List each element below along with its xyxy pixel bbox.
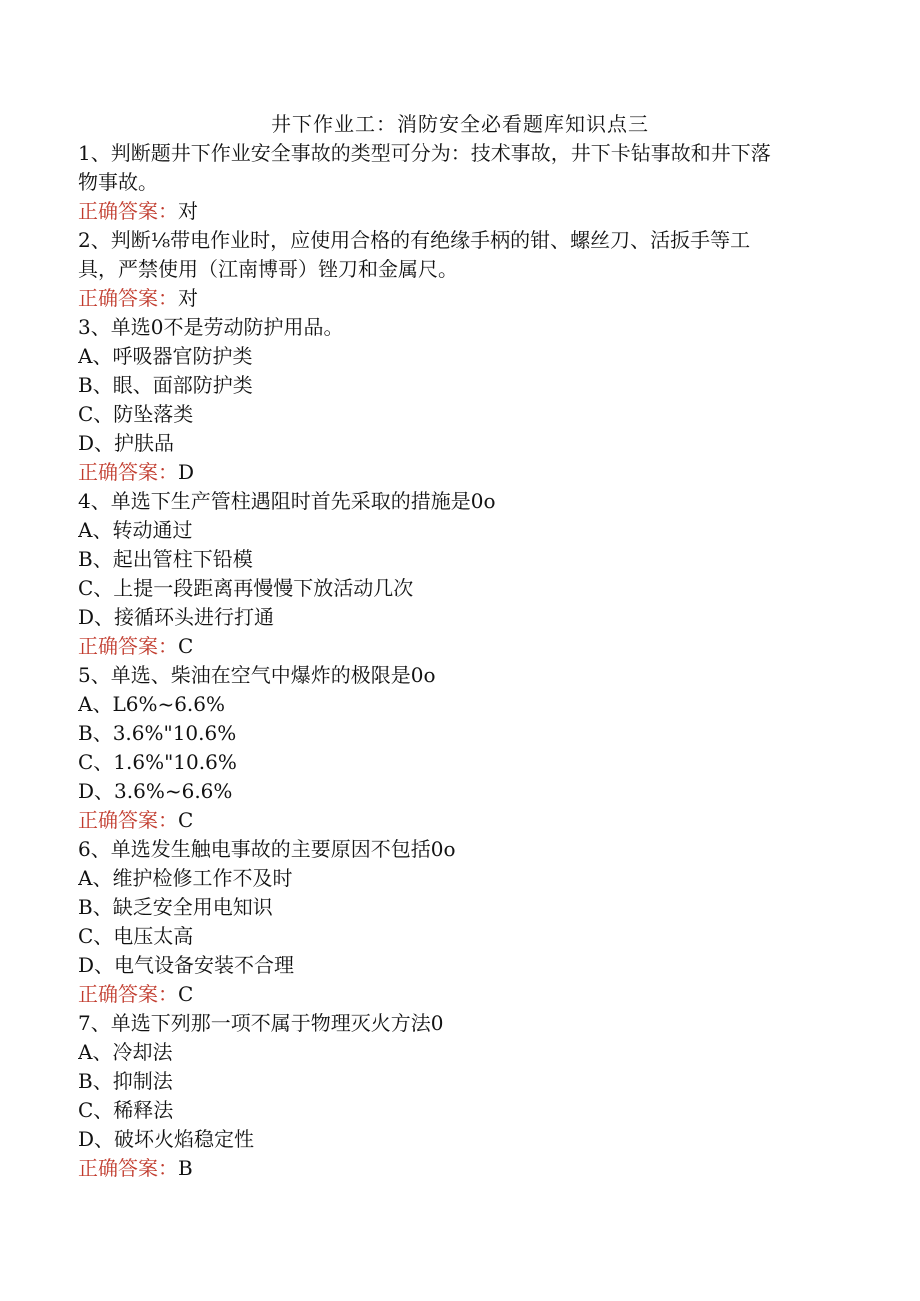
question-7-option-a: A、冷却法 xyxy=(78,1040,173,1064)
question-6-option-b: B、缺乏安全用电知识 xyxy=(78,895,273,919)
answer-value: C xyxy=(178,808,194,832)
question-5-option-c: C、1.6%"10.6% xyxy=(78,750,237,774)
question-4-option-c: C、上提一段距离再慢慢下放活动几次 xyxy=(78,576,414,600)
question-6-option-a: A、维护检修工作不及时 xyxy=(78,866,293,890)
question-7-option-c: C、稀释法 xyxy=(78,1098,174,1122)
answer-label: 正确答案： xyxy=(78,634,178,658)
question-2-answer xyxy=(78,284,848,313)
question-4-text: 4、单选下生产管柱遇阻时首先采取的措施是0o xyxy=(78,489,496,513)
answer-label: 正确答案： xyxy=(78,286,178,310)
question-6-text: 6、单选发生触电事故的主要原因不包括0o xyxy=(78,837,456,861)
question-4-answer xyxy=(78,632,848,661)
question-2-text-line-1: 2、判断⅛带电作业时，应使用合格的有绝缘手柄的钳、螺丝刀、活扳手等工 xyxy=(78,228,751,252)
question-3-option-a: A、呼吸器官防护类 xyxy=(78,344,253,368)
question-1-text-line-2: 物事故。 xyxy=(78,170,158,194)
answer-label: 正确答案： xyxy=(78,460,178,484)
question-7 xyxy=(78,1009,848,1183)
question-6-option-d: D、电气设备安装不合理 xyxy=(78,953,295,977)
answer-label: 正确答案： xyxy=(78,199,178,223)
question-3 xyxy=(78,313,848,487)
question-7-option-b: B、抑制法 xyxy=(78,1069,173,1093)
question-3-text: 3、单选0不是劳动防护用品。 xyxy=(78,315,344,339)
question-6-option-c: C、电压太高 xyxy=(78,924,194,948)
question-5 xyxy=(78,661,848,835)
question-7-text: 7、单选下列那一项不属于物理灭火方法0 xyxy=(78,1011,444,1035)
answer-value: D xyxy=(178,460,195,484)
question-4 xyxy=(78,487,848,661)
question-5-answer xyxy=(78,806,848,835)
answer-label: 正确答案： xyxy=(78,1156,178,1180)
question-7-option-d: D、破坏火焰稳定性 xyxy=(78,1127,255,1151)
question-5-option-b: B、3.6%"10.6% xyxy=(78,721,237,745)
question-2 xyxy=(78,226,848,313)
question-6 xyxy=(78,835,848,1009)
question-6-answer xyxy=(78,980,848,1009)
question-1-text-line-1: 1、判断题井下作业安全事故的类型可分为：技术事故，井下卡钻事故和井下落 xyxy=(78,141,771,165)
question-4-option-a: A、转动通过 xyxy=(78,518,193,542)
question-7-answer xyxy=(78,1154,848,1183)
question-5-option-a: A、L6%~6.6% xyxy=(78,692,226,716)
question-5-text: 5、单选、柴油在空气中爆炸的极限是0o xyxy=(78,663,436,687)
question-1 xyxy=(78,139,848,226)
answer-value: B xyxy=(178,1156,193,1180)
answer-value: 对 xyxy=(178,286,198,310)
question-list xyxy=(78,139,848,1183)
question-1-answer xyxy=(78,197,848,226)
question-3-option-b: B、眼、面部防护类 xyxy=(78,373,253,397)
answer-label: 正确答案： xyxy=(78,982,178,1006)
answer-value: C xyxy=(178,982,194,1006)
answer-value: 对 xyxy=(178,199,198,223)
question-3-option-d: D、护肤品 xyxy=(78,431,175,455)
document-title: 井下作业工：消防安全必看题库知识点三 xyxy=(271,112,649,136)
question-3-option-c: C、防坠落类 xyxy=(78,402,194,426)
question-3-answer xyxy=(78,458,848,487)
answer-value: C xyxy=(178,634,194,658)
question-2-text-line-2: 具，严禁使用（江南博哥）锉刀和金属尺。 xyxy=(78,257,458,281)
question-4-option-b: B、起出管柱下铅模 xyxy=(78,547,253,571)
answer-label: 正确答案： xyxy=(78,808,178,832)
question-4-option-d: D、接循环头进行打通 xyxy=(78,605,275,629)
question-5-option-d: D、3.6%~6.6% xyxy=(78,779,233,803)
